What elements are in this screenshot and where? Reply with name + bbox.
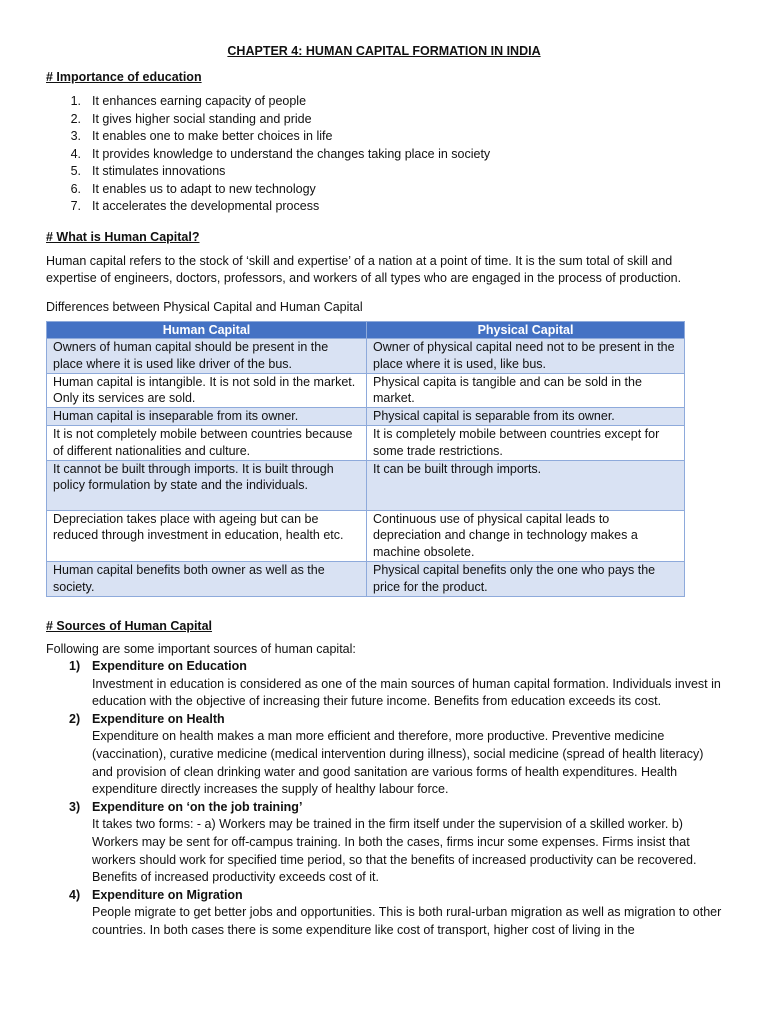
list-item: [46, 128, 722, 146]
sources-list: [46, 658, 722, 940]
list-item: [46, 111, 722, 129]
source-text: Investment in education is considered as one of the main sources of human capital formation. Individuals invest in education with the objective of increasing their future income. Benefits from education exceeds its cost.: [92, 676, 721, 709]
table-intro: Differences between Physical Capital and Human Capital: [46, 299, 363, 314]
physical-cell: It is completely mobile between countries except for some trade restrictions.: [367, 425, 685, 460]
item-number: 4.: [70, 146, 81, 161]
item-number: 6.: [70, 181, 81, 196]
importance-heading: # Importance of education: [46, 70, 202, 84]
source-text: People migrate to get better jobs and opportunities. This is both rural-urban migration as well as migration to other countries. In both cases there is some expenditure like cost of transport, higher cost of living in the: [92, 905, 722, 937]
item-text: It enables one to make better choices in life: [92, 129, 333, 143]
item-number: 7.: [70, 199, 81, 213]
physical-cell: Owner of physical capital need not to be present in the place where it is used, like bus.: [367, 339, 685, 374]
sources-heading: # Sources of Human Capital: [46, 618, 213, 633]
source-title: Expenditure on Migration: [92, 887, 243, 902]
item-text: It enables us to adapt to new technology: [92, 181, 316, 196]
item-number: 2.: [70, 111, 81, 126]
physical-cell: It can be built through imports.: [367, 460, 685, 510]
human-cell: Owners of human capital should be present in the place where it is used like driver of the bus.: [47, 339, 367, 374]
source-title: Expenditure on ‘on the job training’: [92, 799, 303, 814]
table-row: [47, 510, 685, 561]
item-text: It enhances earning capacity of people: [92, 94, 307, 108]
human-cell: Depreciation takes place with ageing but can be reduced through investment in education, health etc.: [47, 510, 367, 561]
definition-paragraph: Human capital refers to the stock of ‘skill and expertise’ of a nation at a point of time. It is the sum total of skill and expertise of engineers, doctors, professors, and workers of all types who are engaged in the process of production.: [46, 253, 682, 285]
list-item: [46, 181, 722, 199]
sources-intro: Following are some important sources of human capital:: [46, 641, 356, 656]
list-item: [46, 658, 722, 711]
list-item: [46, 146, 722, 164]
table-row: [47, 373, 685, 408]
source-text: Expenditure on health makes a man more efficient and therefore, more productive. Preventive medicine (vaccination), curative medicine (medical intervention during illness), social medicine (spread of health literacy) and provision of clean drinking water and good sanitation are various forms of health expenditures. Health expenditure directly increases the supply of healthy labour force.: [92, 729, 704, 797]
table-row: [47, 561, 685, 596]
importance-list: [46, 93, 722, 216]
table-row: [47, 460, 685, 510]
physical-cell: Physical capita is tangible and can be sold in the market.: [367, 373, 685, 408]
header-human-capital: Human Capital: [47, 322, 367, 339]
list-item: [46, 887, 722, 940]
item-number: 1.: [70, 94, 81, 108]
header-physical-capital: Physical Capital: [367, 322, 685, 339]
physical-cell: Physical capital is separable from its owner.: [367, 408, 685, 426]
item-number: 5.: [70, 164, 81, 178]
list-item: [46, 711, 722, 799]
physical-cell: Continuous use of physical capital leads to depreciation and change in technology makes a machine obsolete.: [367, 510, 685, 561]
human-cell: Human capital benefits both owner as well as the society.: [47, 561, 367, 596]
item-number: 3.: [70, 129, 81, 143]
comparison-table: [46, 321, 685, 597]
source-title: Expenditure on Education: [92, 659, 247, 674]
human-cell: Human capital is inseparable from its owner.: [47, 408, 367, 426]
item-text: It stimulates innovations: [92, 164, 226, 178]
item-text: It provides knowledge to understand the changes taking place in society: [92, 146, 491, 161]
list-item: [46, 163, 722, 181]
item-text: It gives higher social standing and pride: [92, 111, 312, 126]
table-row: [47, 408, 685, 426]
table-row: [47, 425, 685, 460]
source-title: Expenditure on Health: [92, 711, 225, 726]
list-item: [46, 198, 722, 216]
human-cell: It is not completely mobile between countries because of different nationalities and culture.: [47, 425, 367, 460]
item-number: 4): [69, 887, 81, 902]
item-number: 1): [69, 659, 81, 674]
source-text: It takes two forms: - a) Workers may be trained in the firm itself under the supervision of a skilled worker. b) Workers may be sent for off-campus training. In both the cases, firms incur some expenses. Firms insist that workers should work for specified time period, so that the benefits of increased productivity can be recovered. Benefits of increased productivity exceeds cost of it.: [92, 817, 697, 885]
item-number: 3): [69, 799, 81, 814]
list-item: [46, 93, 722, 111]
physical-cell: Physical capital benefits only the one who pays the price for the product.: [367, 561, 685, 596]
table-row: [47, 339, 685, 374]
what-is-heading: # What is Human Capital?: [46, 229, 200, 244]
human-cell: Human capital is intangible. It is not sold in the market. Only its services are sold.: [47, 373, 367, 408]
table-header-row: [47, 322, 685, 339]
chapter-title: CHAPTER 4: HUMAN CAPITAL FORMATION IN INDIA: [227, 44, 541, 58]
item-number: 2): [69, 711, 81, 726]
list-item: [46, 799, 722, 887]
human-cell: It cannot be built through imports. It is built through policy formulation by state and the individuals.: [47, 460, 367, 510]
item-text: It accelerates the developmental process: [92, 199, 320, 213]
